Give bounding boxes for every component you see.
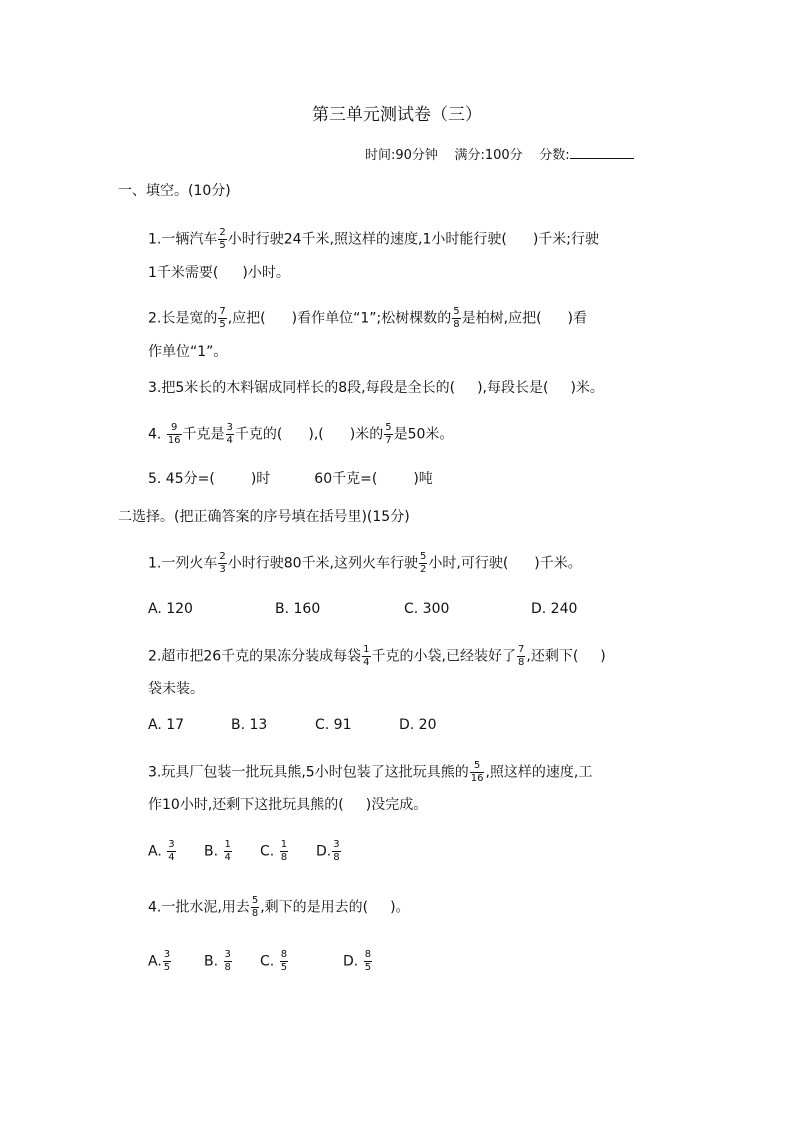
s2-q4: 4.一批水泥,用去 $\frac{5}{8}$ ,剩下的是用去的( )。 [148,895,410,919]
score-label: 分数: [539,148,570,163]
s2-q2-options [148,715,437,735]
page-title: 第三单元测试卷（三） [312,105,482,125]
section-2-heading: 二选择。(把正确答案的序号填在括号里)(15分) [118,509,410,525]
option-a[interactable]: A. 17 [148,717,185,733]
s2-q2-line2: 袋未装。 [148,681,204,697]
fraction: $\frac{5}{8}$ [251,895,259,919]
option-a[interactable]: A. 120 [148,601,193,617]
option-a[interactable]: A. $\frac{3}{5}$ [148,949,171,973]
s2-q4-options [148,950,373,973]
full-score: 满分:100分 [454,148,523,163]
option-c[interactable]: C. $\frac{1}{8}$ [260,839,288,863]
option-b[interactable]: B. 13 [231,717,268,733]
option-c[interactable]: C. 300 [404,601,450,617]
option-d[interactable]: D. $\frac{8}{5}$ [343,949,372,973]
s2-q3-line2: 作10小时,还剩下这批玩具熊的( )没完成。 [148,797,428,813]
fraction: $\frac{7}{8}$ [518,644,525,668]
fraction: $\frac{5}{16}$ [470,760,484,784]
s2-q2-line1: 2.超市把26千克的果冻分装成每袋 $\frac{1}{4}$ 千克的小袋,已经装好了 $\frac{7}{8}$ ,还剩下( ) [148,644,606,668]
fraction: $\frac{2}{3}$ [219,551,226,575]
s2-q3-line1: 3.玩具厂包装一批玩具熊,5小时包装了这批玩具熊的 $\frac{5}{16}$ ,照这样的速度,工 [148,760,593,784]
option-b[interactable]: B. $\frac{1}{4}$ [204,839,231,863]
option-b[interactable]: B. 160 [275,601,321,617]
option-d[interactable]: D. 240 [531,601,578,617]
s2-q3-options [148,840,342,863]
s1-q3: 3.把5米长的木料锯成同样长的8段,每段是全长的( ),每段长是( )米。 [148,380,604,396]
fraction: $\frac{1}{4}$ [363,644,370,668]
section-1-heading: 一、填空。(10分) [118,183,231,199]
fraction: $\frac{7}{5}$ [219,306,226,330]
s2-q1: 1.一列火车 $\frac{2}{3}$ 小时行驶80千米,这列火车行驶 $\frac{5}{2}$ 小时,可行驶( )千米。 [148,551,582,575]
score-blank[interactable] [570,146,634,159]
fraction: $\frac{5}{7}$ [385,422,392,446]
fraction: $\frac{3}{4}$ [226,422,233,446]
option-d[interactable]: D. 20 [399,717,437,733]
time-limit: 时间:90分钟 [365,148,438,163]
option-d[interactable]: D. $\frac{3}{8}$ [316,839,340,863]
fraction: $\frac{5}{2}$ [420,551,427,575]
fraction: $\frac{5}{8}$ [453,306,460,330]
option-a[interactable]: A. $\frac{3}{4}$ [148,839,175,863]
option-b[interactable]: B. $\frac{3}{8}$ [204,949,231,973]
s1-q2-line2: 作单位“1”。 [148,344,228,360]
s1-q4: 4. $\frac{9}{16}$ 千克是 $\frac{3}{4}$ 千克的( ),( )米的 $\frac{5}{7}$ 是50米。 [148,422,454,446]
s1-q5: 5. 45分=( )时 60千克=( )吨 [148,471,433,487]
s1-q1-line2: 1千米需要( )小时。 [148,265,290,281]
option-c[interactable]: C. $\frac{8}{5}$ [260,949,288,973]
option-c[interactable]: C. 91 [315,717,352,733]
s1-q2-line1: 2.长是宽的 $\frac{7}{5}$ ,应把( )看作单位“1”;松树棵数的 $\frac{5}{8}$ 是柏树,应把( )看 [148,306,588,330]
fraction: $\frac{9}{16}$ [167,422,181,446]
s2-q1-options [148,599,577,619]
fraction: $\frac{2}{5}$ [219,227,226,251]
s1-q1-line1: 1.一辆汽车 $\frac{2}{5}$ 小时行驶24千米,照这样的速度,1小时能行驶( )千米;行驶 [148,227,600,251]
exam-info [365,146,634,166]
